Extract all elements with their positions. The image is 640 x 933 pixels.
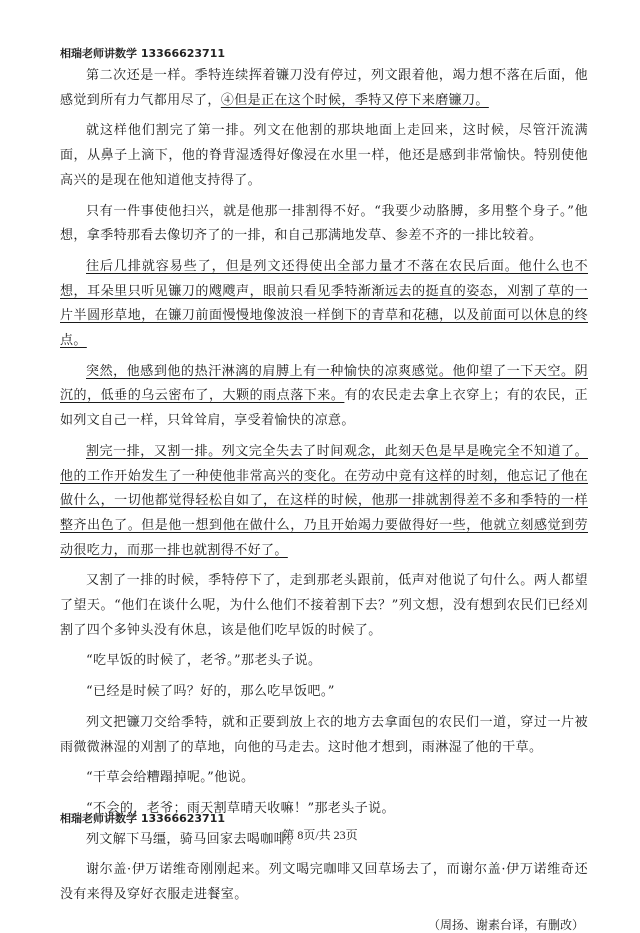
paragraph-text: 第二次还是一样。季特连续挥着镰刀没有停过，列文跟着他，竭力想不落在后面，他感觉到所有力气都用尽了， bbox=[60, 68, 588, 108]
paragraph-text: 列文把镰刀交给季特，就和正要到放上衣的地方去拿面包的农民们一道，穿过一片被雨微微淋湿的刈割了的草地，向他的马走去。这时他才想到，雨淋湿了他的干草。 bbox=[60, 714, 588, 755]
paragraph-text: 就这样他们割完了第一排。列文在他割的那块地面上走回来，这时候，尽管汗流满面，从鼻子上滴下，他的脊背湿透得好像浸在水里一样，他还是感到非常愉快。特别使他高兴的是现在他知道他支持得了。 bbox=[60, 123, 588, 188]
paragraph-text: “已经是时候了吗？好的，那么吃早饭吧。” bbox=[86, 684, 335, 700]
paragraph-text: “干草会给糟蹋掉呢。”他说。 bbox=[86, 770, 255, 786]
paragraph bbox=[60, 119, 588, 193]
paragraph bbox=[60, 64, 588, 113]
page-number: 第 8页/共 23页 bbox=[282, 828, 358, 842]
paragraph bbox=[60, 200, 588, 249]
paragraph bbox=[60, 440, 588, 564]
article-body bbox=[60, 64, 588, 933]
page-header: 相瑞老师讲数学 13366623711 bbox=[60, 47, 226, 60]
paragraph-text: 只有一件事使他扫兴，就是他那一排割得不好。“我要少动胳膊，多用整个身子。”他想，拿季特那看去像切齐了的一排，和自己那满地发草、参差不齐的一排比较着。 bbox=[60, 203, 588, 244]
paragraph bbox=[60, 255, 588, 354]
paragraph bbox=[60, 711, 588, 760]
underlined-passage: 割完一排，又割一排。列文完全失去了时间观念，此刻天色是早是晚完全不知道了。他的工作开始发生了一种使他非常高兴的变化。在劳动中竟有这样的时刻，他忘记了他在做什么，一切他都觉得轻松自如了，在这样的时候，他那一排就割得差不多和季特的一样整齐出色了。但是他一想到他在做什么，乃且开始竭力要做得好一些，他就立刻感觉到劳动很吃力，而那一排也就割得不好了。 bbox=[60, 443, 588, 558]
underlined-passage: 往后几排就容易些了，但是列文还得使出全部力量才不落在农民后面。他什么也不想，耳朵里只听见镰刀的飕飕声，眼前只看见季特渐渐远去的挺直的姿态，刈割了草的一片半圆形草地，在镰刀前面慢慢地像波浪一样倒下的青草和花穗，以及前面可以休息的终点。 bbox=[60, 258, 588, 349]
paragraph bbox=[60, 360, 588, 434]
paragraph bbox=[60, 766, 588, 791]
paragraph bbox=[60, 858, 588, 907]
paragraph-text: 谢尔盖·伊万诺维奇刚刚起来。列文喝完咖啡又回草场去了，而谢尔盖·伊万诺维奇还没有来得及穿好衣服走进餐室。 bbox=[60, 862, 588, 903]
paragraph-text: “吃早饭的时候了，老爷。”那老头子说。 bbox=[86, 653, 322, 669]
underlined-sentence: ④但是正在这个时候，季特又停下来磨镰刀。 bbox=[220, 92, 489, 108]
paragraph-text: 列文解下马缰，骑马回家去喝咖啡。 bbox=[86, 831, 301, 847]
paragraph-text: “不会的，老爷；雨天割草晴天收嘛！”那老头子说。 bbox=[86, 800, 395, 816]
source-attribution: （周扬、谢素台译，有删改） bbox=[427, 917, 584, 932]
underlined-passage: 突然，他感到他的热汗淋漓的肩膊上有一种愉快的凉爽感觉。他仰望了一下天空。阴沉的，低垂的乌云密布了，大颗的雨点落下来。 bbox=[60, 363, 588, 404]
paragraph bbox=[60, 649, 588, 674]
paragraph-text: 有的农民走去拿上衣穿上；有的农民，正如列文自己一样，只耸耸肩，享受着愉快的凉意。 bbox=[60, 388, 589, 429]
paragraph bbox=[60, 569, 588, 643]
footer-note: 相瑞老师讲数学 13366623711 bbox=[60, 812, 226, 825]
paragraph bbox=[60, 680, 588, 705]
paragraph-text: 又割了一排的时候，季特停下了，走到那老头跟前，低声对他说了句什么。两人都望了望天。“他们在谈什么呢，为什么他们不接着割下去？”列文想，没有想到农民们已经刈割了四个多钟头没有休息，该是他们吃早饭的时候了。 bbox=[60, 573, 588, 638]
